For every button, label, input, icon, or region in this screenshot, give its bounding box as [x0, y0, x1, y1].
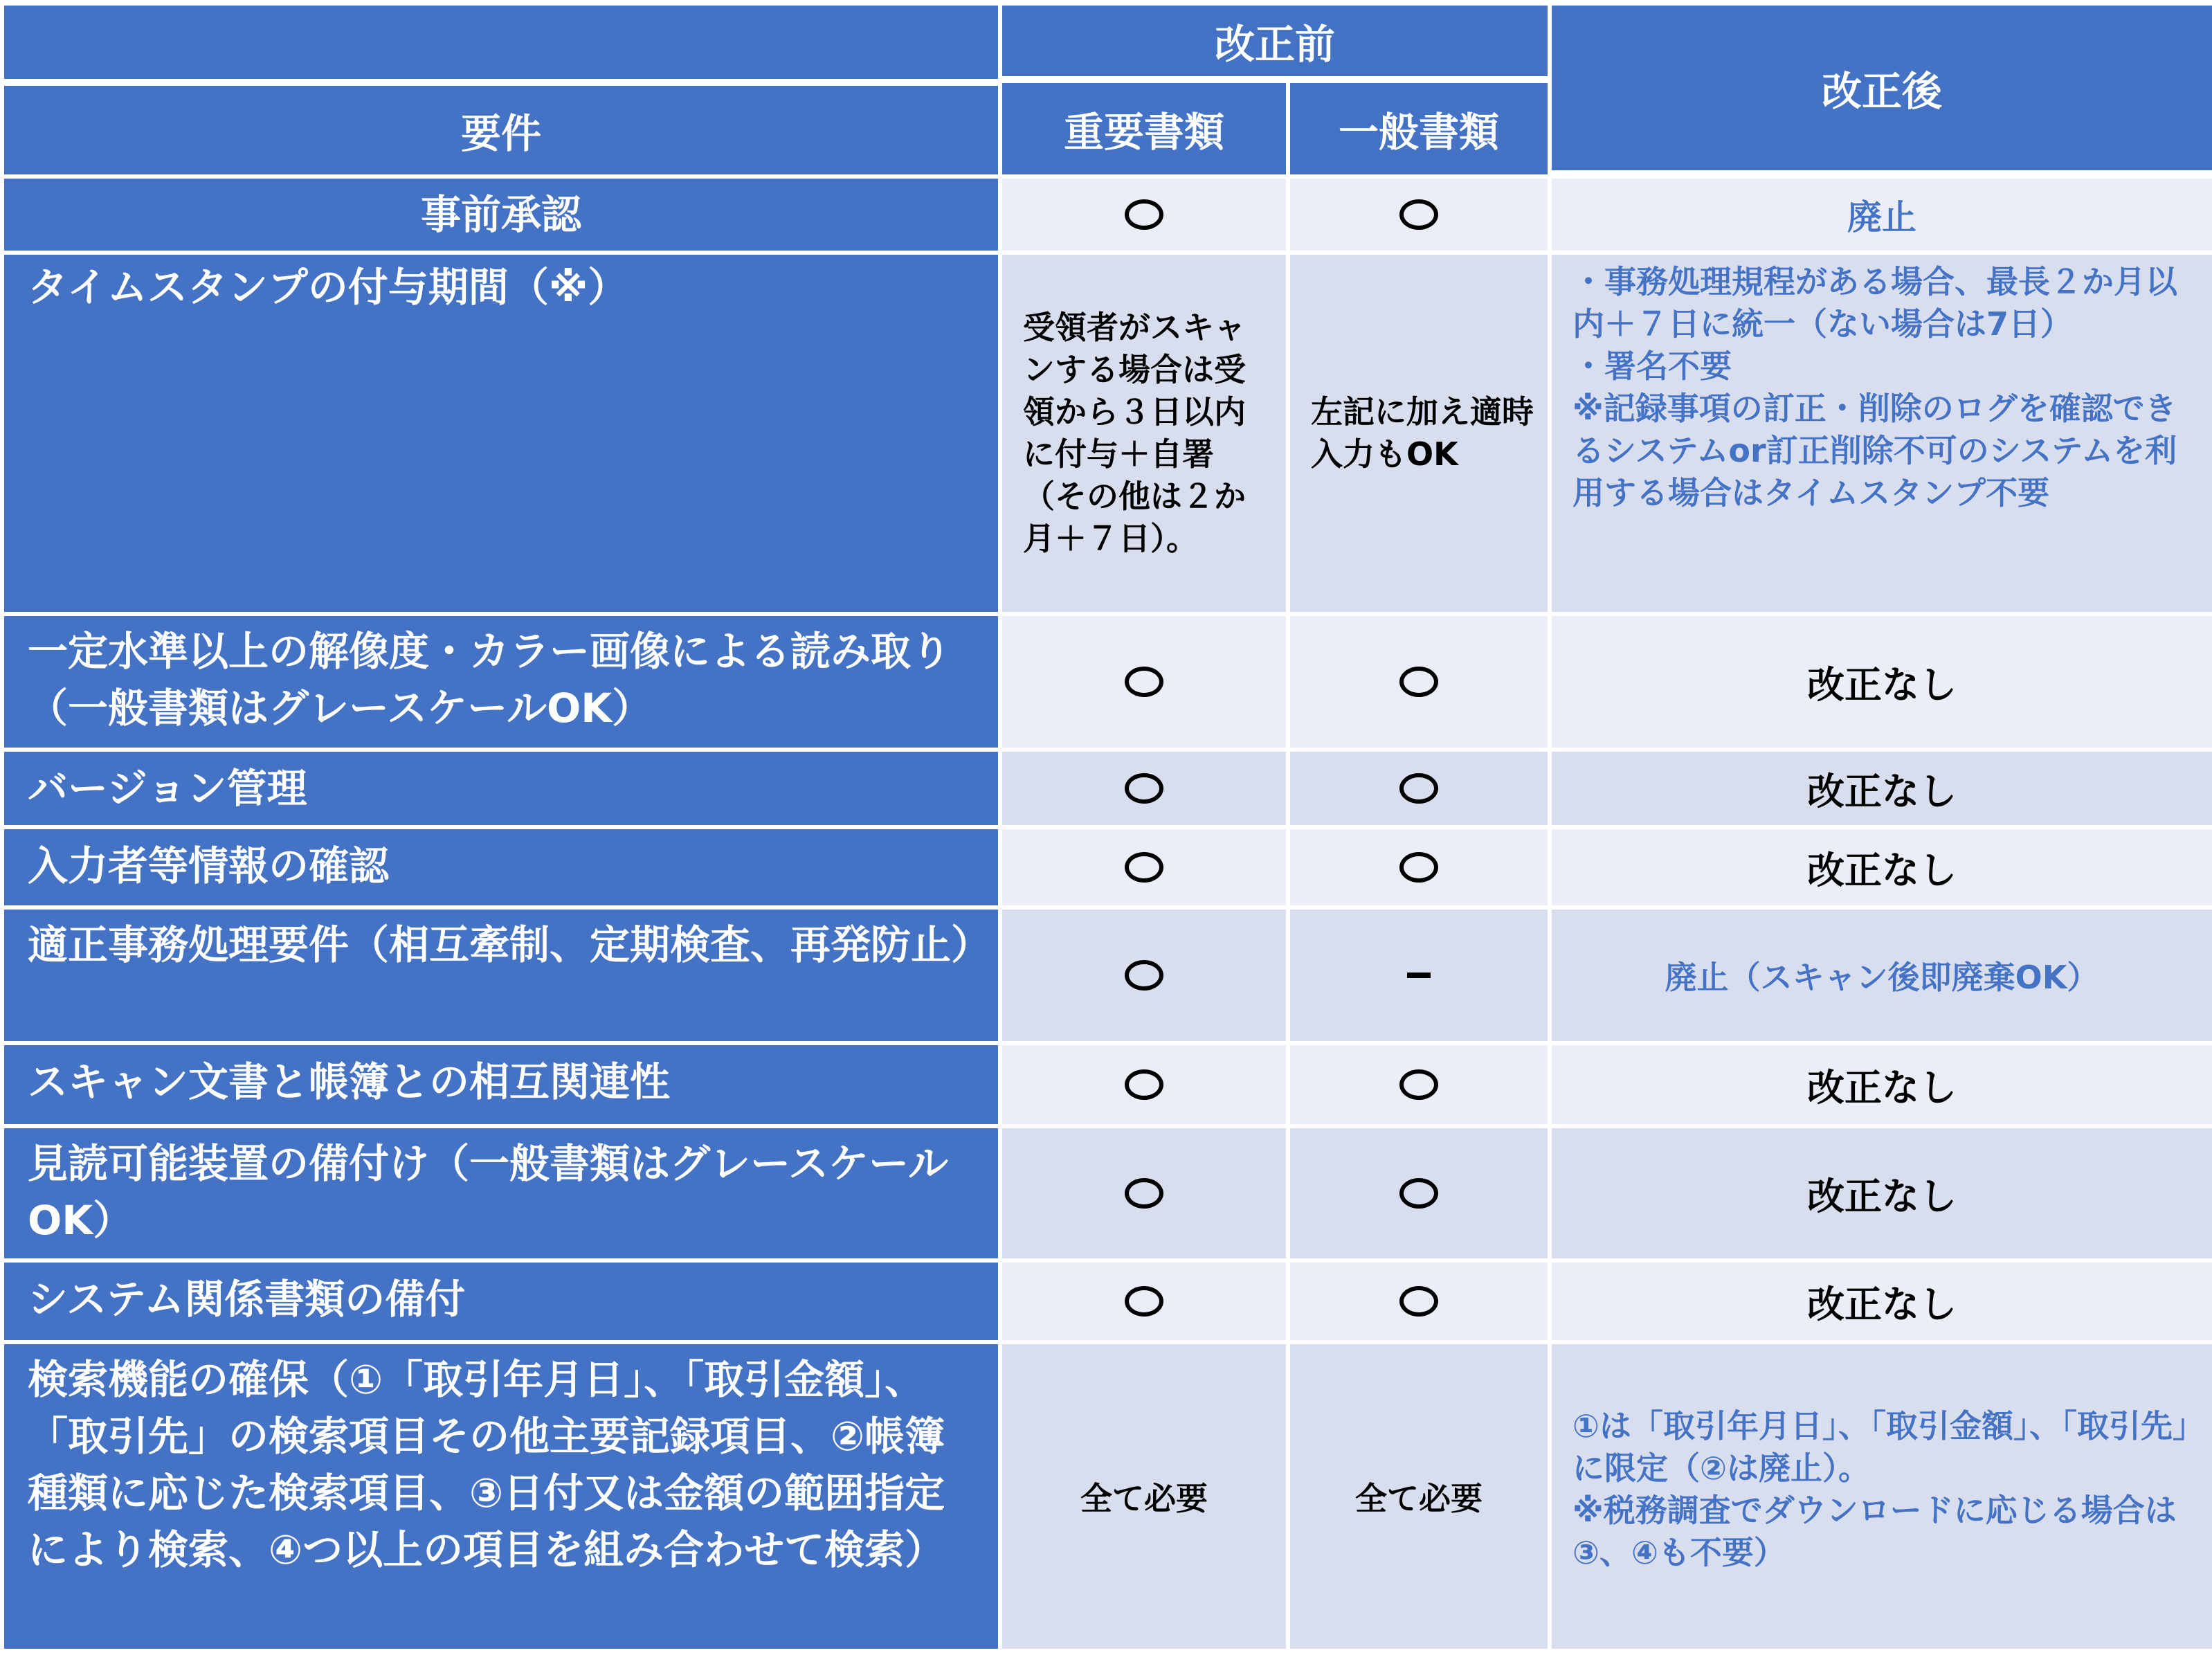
general-mark: [1290, 1045, 1548, 1124]
after-cell: 改正なし: [1552, 1045, 2212, 1124]
circle-mark-icon: [1125, 960, 1163, 991]
header-before: 改正前: [1002, 6, 1548, 76]
important-mark: [1002, 829, 1286, 905]
important-mark: [1002, 910, 1286, 1041]
general-text: 左記に加え適時入力もOK: [1290, 255, 1548, 612]
header-requirement-top-band: [4, 6, 998, 79]
general-mark: [1290, 1128, 1548, 1258]
circle-mark-icon: [1125, 773, 1163, 804]
general-mark: [1290, 910, 1548, 1041]
general-text: 全て必要: [1290, 1344, 1548, 1649]
important-text: 全て必要: [1002, 1344, 1286, 1649]
after-cell: 廃止: [1552, 179, 2212, 251]
requirement-cell: タイムスタンプの付与期間（※）: [4, 255, 998, 612]
important-mark: [1002, 616, 1286, 748]
circle-mark-icon: [1399, 1286, 1438, 1317]
header-important-docs: 重要書類: [1002, 83, 1286, 174]
important-mark: [1002, 752, 1286, 825]
requirement-cell: スキャン文書と帳簿との相互関連性: [4, 1045, 998, 1124]
after-cell: ・事務処理規程がある場合、最長２か月以内＋７日に統一（ない場合は7日） ・署名不要 ※記録事項の訂正・削除のログを確認できるシステムor訂正削除不可のシステムを利用する場合はタイムスタンプ不要: [1552, 255, 2212, 612]
after-cell: 改正なし: [1552, 1128, 2212, 1258]
requirement-cell: 適正事務処理要件（相互牽制、定期検査、再発防止）: [4, 910, 998, 1041]
requirement-cell: バージョン管理: [4, 752, 998, 825]
after-cell: ①は「取引年月日」、「取引金額」、「取引先」に限定（②は廃止）。 ※税務調査でダウンロードに応じる場合は③、④も不要）: [1552, 1344, 2212, 1649]
important-text: 受領者がスキャンする場合は受領から３日以内に付与＋自署（その他は２か月＋７日）。: [1002, 255, 1286, 612]
circle-mark-icon: [1125, 1178, 1163, 1209]
general-mark: [1290, 752, 1548, 825]
requirement-cell: 検索機能の確保（①「取引年月日」、「取引金額」、「取引先」の検索項目その他主要記録項目、②帳簿種類に応じた検索項目、③日付又は金額の範囲指定により検索、④つ以上の項目を組み合わせて検索）: [4, 1344, 998, 1649]
circle-mark-icon: [1125, 1069, 1163, 1100]
dash-mark-icon: [1407, 973, 1431, 978]
requirement-cell: 見読可能装置の備付け（一般書類はグレースケールOK）: [4, 1128, 998, 1258]
circle-mark-icon: [1125, 852, 1163, 883]
circle-mark-icon: [1399, 1069, 1438, 1100]
general-mark: [1290, 616, 1548, 748]
after-cell: 廃止（スキャン後即廃棄OK）: [1552, 910, 2212, 1041]
requirement-cell: 事前承認: [4, 179, 998, 251]
circle-mark-icon: [1399, 199, 1438, 230]
header-general-docs: 一般書類: [1290, 83, 1548, 174]
important-mark: [1002, 1263, 1286, 1340]
circle-mark-icon: [1125, 1286, 1163, 1317]
circle-mark-icon: [1399, 773, 1438, 804]
after-cell: 改正なし: [1552, 752, 2212, 825]
general-mark: [1290, 829, 1548, 905]
circle-mark-icon: [1125, 667, 1163, 697]
requirement-cell: システム関係書類の備付: [4, 1263, 998, 1340]
after-cell: 改正なし: [1552, 1263, 2212, 1340]
header-requirement: 要件: [4, 86, 998, 174]
general-mark: [1290, 1263, 1548, 1340]
requirement-cell: 一定水準以上の解像度・カラー画像による読み取り（一般書類はグレースケールOK）: [4, 616, 998, 748]
important-mark: [1002, 1045, 1286, 1124]
requirement-cell: 入力者等情報の確認: [4, 829, 998, 905]
circle-mark-icon: [1399, 667, 1438, 697]
header-after: 改正後: [1552, 6, 2212, 170]
general-mark: [1290, 179, 1548, 251]
important-mark: [1002, 179, 1286, 251]
important-mark: [1002, 1128, 1286, 1258]
after-cell: 改正なし: [1552, 829, 2212, 905]
circle-mark-icon: [1399, 1178, 1438, 1209]
circle-mark-icon: [1399, 852, 1438, 883]
after-cell: 改正なし: [1552, 616, 2212, 748]
circle-mark-icon: [1125, 199, 1163, 230]
